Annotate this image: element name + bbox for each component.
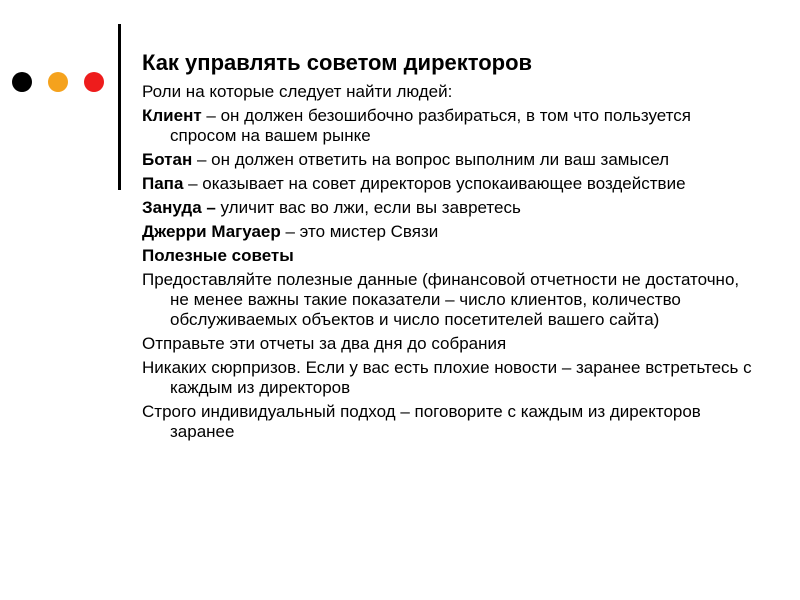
role-description: – это мистер Связи (280, 222, 439, 241)
red-dot-icon (84, 72, 104, 92)
tip-item: Предоставляйте полезные данные (финансовой отчетности не достаточно, не менее важны такие показатели – число клиентов, количество обслуживаемых объектов и число посетителей вашего сайта) (142, 270, 740, 329)
role-item (142, 174, 762, 194)
role-description: – он должен безошибочно разбираться, в том что пользуется спросом на вашем рынке (170, 106, 691, 145)
black-dot-icon (12, 72, 32, 92)
role-name: Джерри Магуаер (142, 222, 281, 241)
vertical-divider (118, 24, 121, 190)
role-description: – он должен ответить на вопрос выполним ли ваш замысел (192, 150, 670, 169)
tip-item: Отправьте эти отчеты за два дня до собрания (142, 334, 507, 353)
role-name: Зануда – (142, 198, 216, 217)
tip-item: Строго индивидуальный подход – поговорите с каждым из директоров заранее (142, 402, 701, 441)
slide-body (142, 82, 762, 442)
slide-title: Как управлять советом директоров (142, 50, 533, 75)
role-name: Папа (142, 174, 184, 193)
role-item (142, 106, 762, 146)
role-item (142, 222, 762, 242)
decorative-dots (12, 72, 104, 92)
role-item (142, 150, 762, 170)
orange-dot-icon (48, 72, 68, 92)
role-description: уличит вас во лжи, если вы завретесь (215, 198, 521, 217)
role-name: Ботан (142, 150, 193, 169)
role-name: Клиент (142, 106, 202, 125)
role-item (142, 198, 762, 218)
tips-heading: Полезные советы (142, 246, 294, 265)
tip-item: Никаких сюрпризов. Если у вас есть плохие новости – заранее встретьтесь с каждым из директоров (142, 358, 752, 397)
role-description: – оказывает на совет директоров успокаивающее воздействие (183, 174, 686, 193)
roles-intro: Роли на которые следует найти людей: (142, 82, 453, 101)
